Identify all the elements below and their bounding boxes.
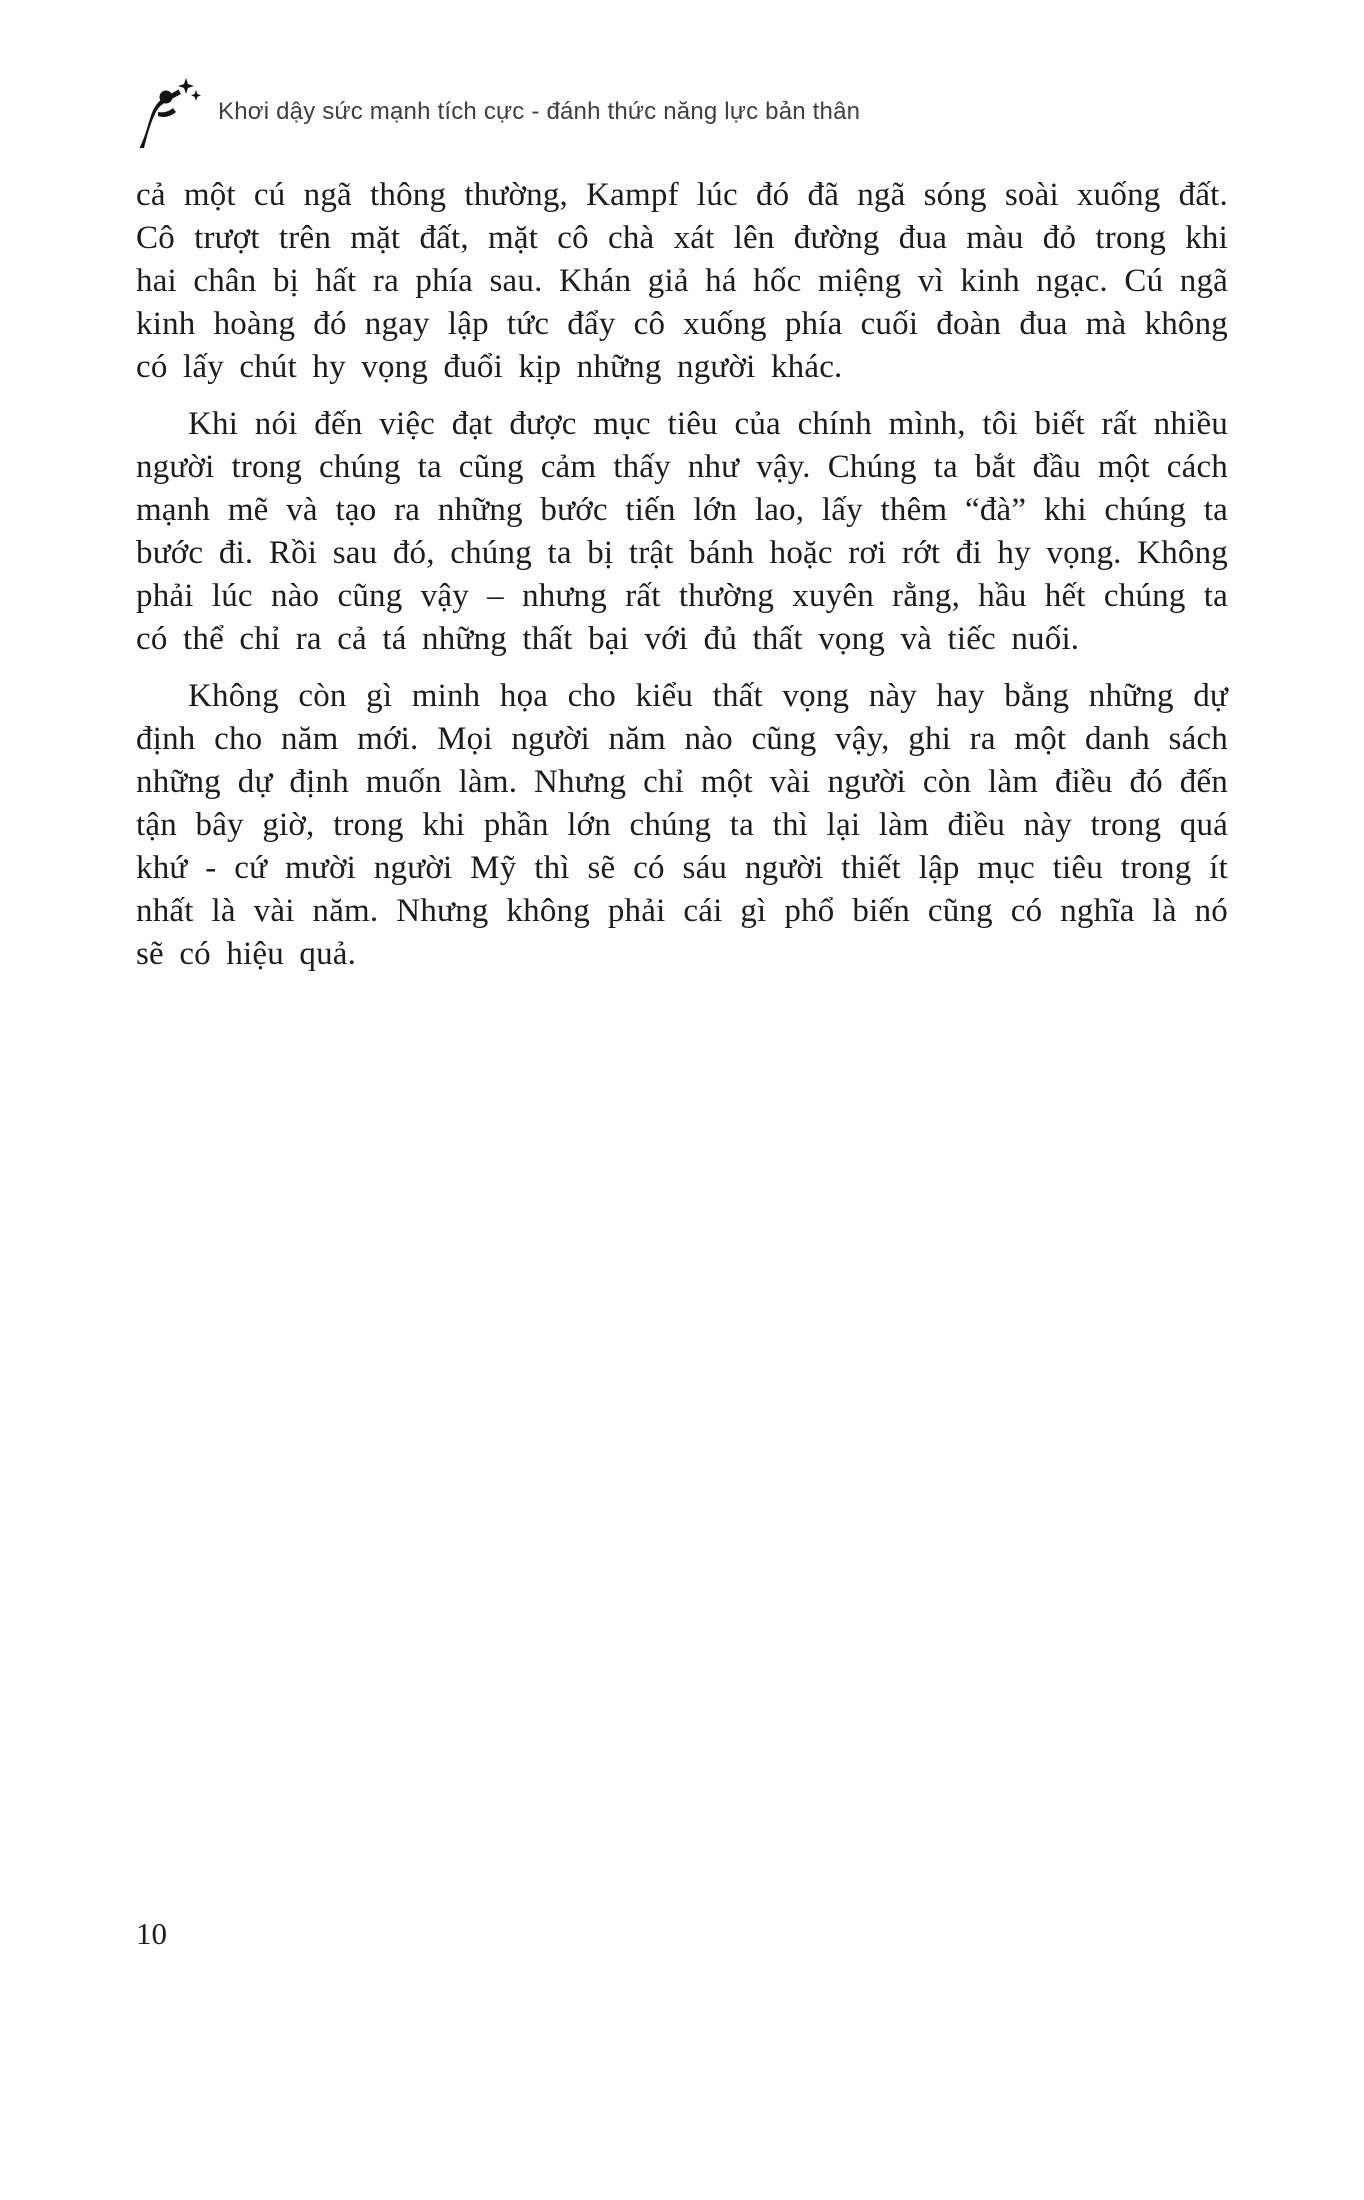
page-header [136,78,1228,152]
publisher-logo-icon [136,76,202,150]
running-head-title: Khơi dậy sức mạnh tích cực - đánh thức năng lực bản thân [218,98,861,125]
page-body [136,174,1228,976]
page-number: 10 [136,1916,167,1951]
body-paragraph: Khi nói đến việc đạt được mục tiêu của chính mình, tôi biết rất nhiều người trong chúng ta cũng cảm thấy như vậy. Chúng ta bắt đầu một cách mạnh mẽ và tạo ra những bước tiến lớn lao, lấy thêm “đà” khi chúng ta bước đi. Rồi sau đó, chúng ta bị trật bánh hoặc rơi rớt đi hy vọng. Không phải lúc nào cũng vậy – nhưng rất thường xuyên rằng, hầu hết chúng ta có thể chỉ ra cả tá những thất bại với đủ thất vọng và tiếc nuối. [136,406,1228,657]
body-paragraph: Không còn gì minh họa cho kiểu thất vọng này hay bằng những dự định cho năm mới. Mọi người năm nào cũng vậy, ghi ra một danh sách những dự định muốn làm. Nhưng chỉ một vài người còn làm điều đó đến tận bây giờ, trong khi phần lớn chúng ta thì lại làm điều này trong quá khứ - cứ mười người Mỹ thì sẽ có sáu người thiết lập mục tiêu trong ít nhất là vài năm. Nhưng không phải cái gì phổ biến cũng có nghĩa là nó sẽ có hiệu quả. [136,678,1228,972]
body-paragraph: cả một cú ngã thông thường, Kampf lúc đó đã ngã sóng soài xuống đất. Cô trượt trên mặt đất, mặt cô chà xát lên đường đua màu đỏ trong khi hai chân bị hất ra phía sau. Khán giả há hốc miệng vì kinh ngạc. Cú ngã kinh hoàng đó ngay lập tức đẩy cô xuống phía cuối đoàn đua mà không có lấy chút hy vọng đuổi kịp những người khác. [136,177,1228,385]
